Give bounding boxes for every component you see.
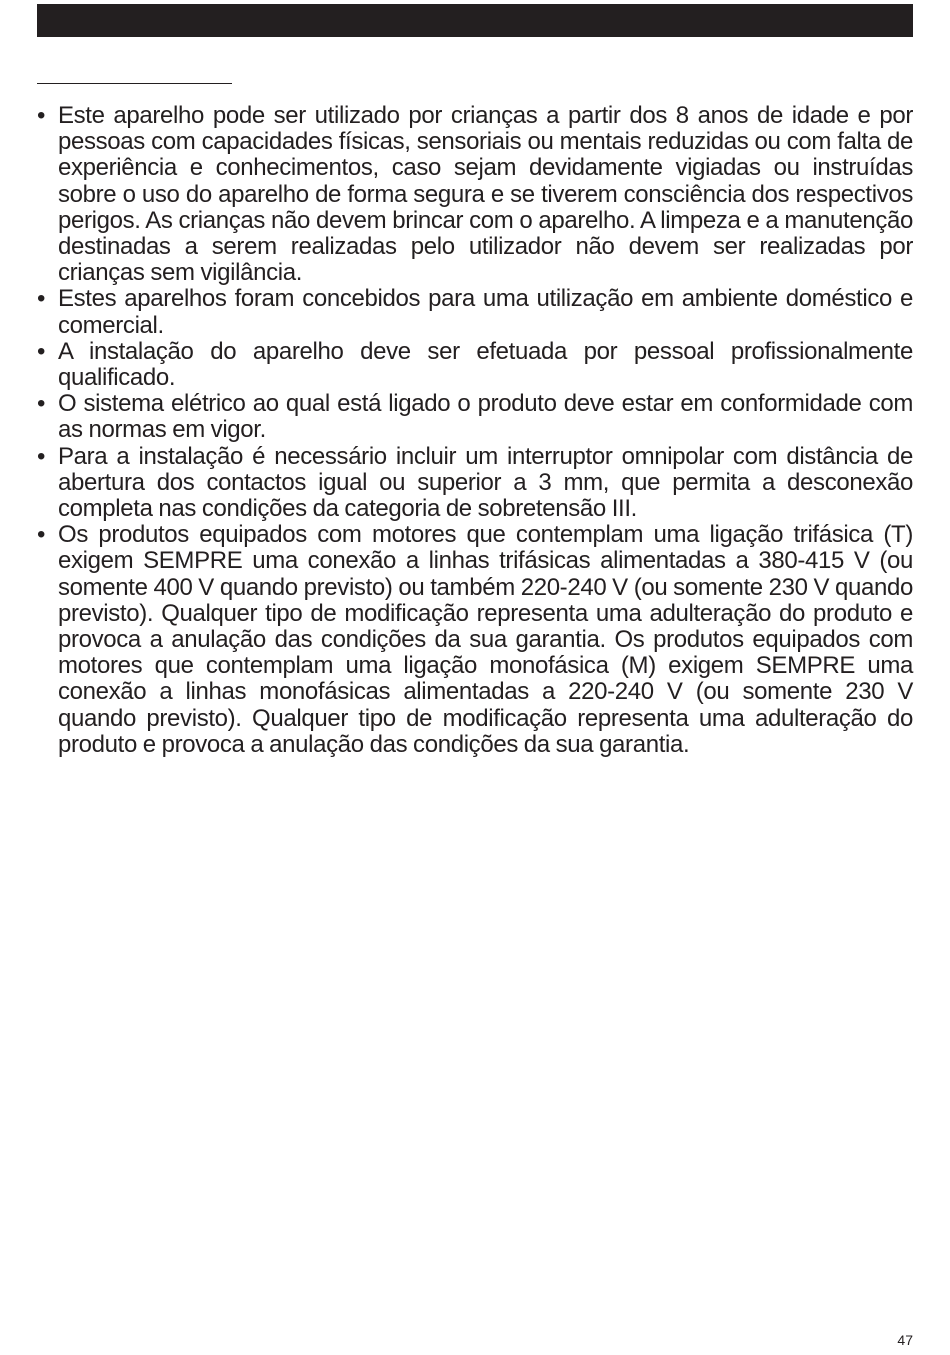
list-item-text: Este aparelho pode ser utilizado por crianças a partir dos 8 anos de idade e por pessoas com capacidades físicas, sensoriais ou mentais reduzidas ou com falta de experiência e conhecimentos, caso sejam devidamente vigiadas ou instruídas sobre o uso do aparelho de forma segura e se tiverem consciência dos respectivos perigos. As crianças não devem brincar com o aparelho. A limpeza e a manutenção destinadas a serem realizadas pelo utilizador não devem ser realizadas por crianças sem vigilância. [58,102,913,287]
bullet-icon: • [37,285,46,313]
list-item-text: O sistema elétrico ao qual está ligado o produto deve estar em conformidade com as normas em vigor. [58,390,913,444]
list-item [37,391,913,443]
list-item-text: Os produtos equipados com motores que contemplam uma ligação trifásica (T) exigem SEMPRE uma conexão a linhas trifásicas alimentadas a 380-415 V (ou somente 400 V quando previsto) ou também 220-240 V (ou somente 230 V quando previsto). Qualquer tipo de modificação representa uma adulteração do produto e provoca a anulação das condições da sua garantia. Os produtos equipados com motores que contemplam uma ligação monofásica (M) exigem SEMPRE uma conexão a linhas monofásicas alimentadas a 220-240 V (ou somente 230 V quando previsto). Qualquer tipo de modificação representa uma adulteração do produto e provoca a anulação das condições da sua garantia. [58,521,913,758]
list-item-text: A instalação do aparelho deve ser efetuada por pessoal profissionalmente qualificado. [58,337,913,392]
bullet-icon: • [37,442,46,470]
list-item [37,286,913,338]
list-item-text: Estes aparelhos foram concebidos para uma utilização em ambiente doméstico e comercial. [58,285,913,339]
list-item [37,339,913,391]
page-number: 47 [897,1332,913,1348]
list-item [37,103,913,286]
bullet-icon: • [37,337,46,365]
safety-instructions-list [37,103,913,758]
bullet-icon: • [37,390,46,418]
bullet-icon: • [37,102,46,129]
list-item [37,522,913,758]
header-bar [37,4,913,37]
bullet-icon: • [37,521,46,549]
list-item-text: Para a instalação é necessário incluir um interruptor omnipolar com distância de abertura dos contactos igual ou superior a 3 mm, que permita a desconexão completa nas condições da categoria de sobretensão III. [58,442,913,523]
list-item [37,444,913,523]
section-divider [37,83,232,84]
